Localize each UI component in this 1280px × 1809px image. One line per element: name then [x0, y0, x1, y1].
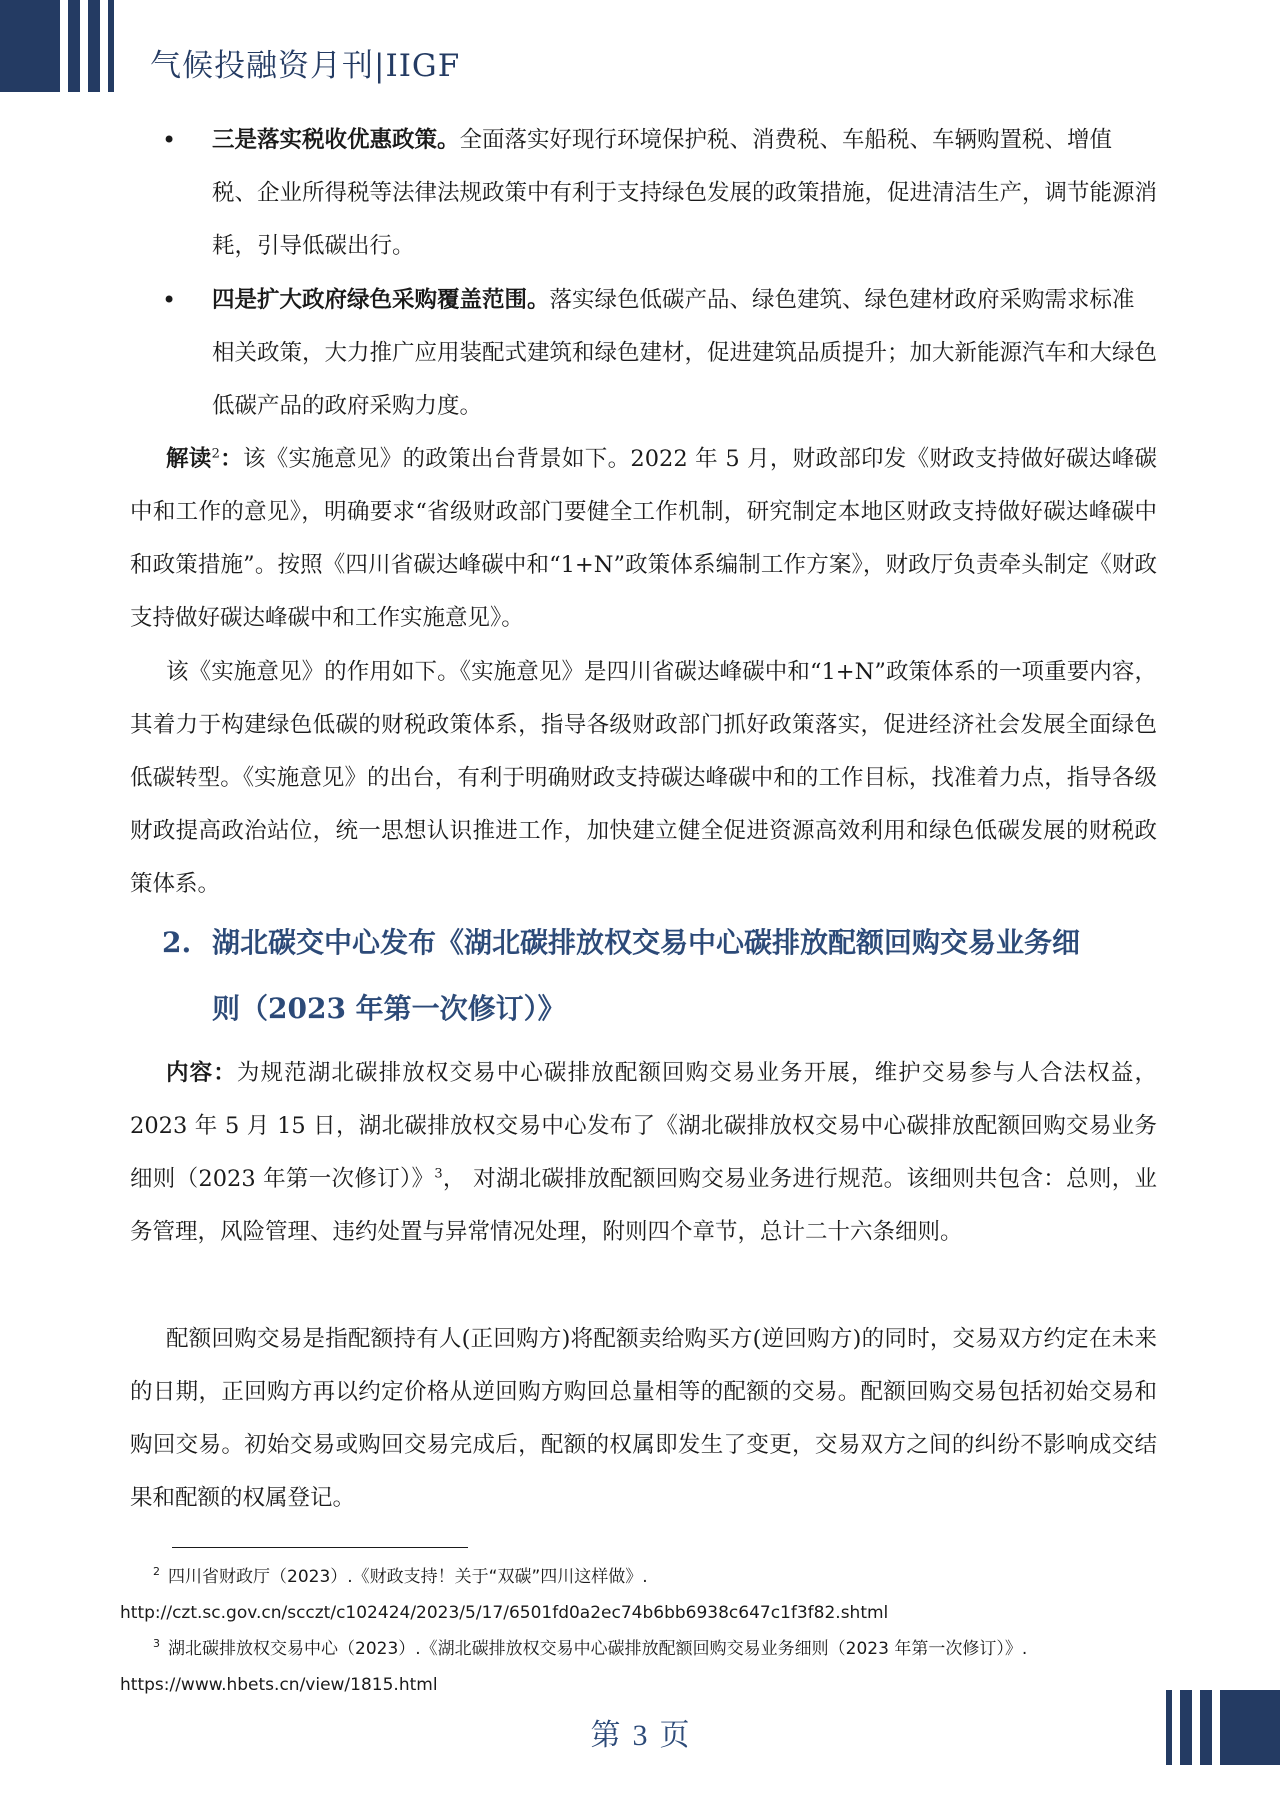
page-number-value: 3 — [632, 1719, 648, 1752]
footnote-3 — [120, 1631, 1170, 1703]
section-title-cont — [130, 976, 1242, 1042]
page-number-suffix: 页 — [659, 1719, 690, 1752]
interpretation-paragraph-2 — [130, 646, 1157, 911]
header-bar-3 — [88, 0, 100, 92]
bullet-dot-icon: • — [162, 286, 177, 314]
interpretation-label: 解读 — [166, 446, 212, 472]
footnote-ref-3[interactable]: 3 — [434, 1166, 443, 1182]
interpretation-text-2: 该《实施意见》的作用如下。《实施意见》是四川省碳达峰碳中和“1+N”政策体系的一项重要内容，其着力于构建绿色低碳的财税政策体系，指导各级财政部门抓好政策落实，促进经济社会发展全面绿色低碳转型。《实施意见》的出台，有利于明确财政支持碳达峰碳中和的工作目标，找准着力点，指导各级财政提高政治站位，统一思想认识推进工作，加快建立健全促进资源高效利用和绿色低碳发展的财税政策体系。 — [130, 659, 1157, 897]
section-title-line-1: 湖北碳交中心发布《湖北碳排放权交易中心碳排放配额回购交易业务细 — [212, 926, 1081, 959]
section-title — [130, 910, 1160, 976]
bullet-item-procurement — [162, 274, 1158, 433]
footnote-2 — [120, 1559, 1170, 1631]
content-label: 内容： — [166, 1060, 237, 1086]
interpretation-paragraph-1 — [130, 433, 1157, 645]
bullet-text: 落实绿色低碳产品、绿色建筑、绿色建材政府采购需求标准相关政策，大力推广应用装配式建筑和绿色建材，促进建筑品质提升；加大新能源汽车和大绿色低碳产品的政府采购力度。 — [212, 287, 1158, 419]
footnote-number: 2 — [153, 1565, 160, 1579]
content-paragraph-1 — [130, 1047, 1157, 1259]
section-title-line-2: 则（2023 年第一次修订）》 — [212, 992, 566, 1025]
header-bar-2 — [68, 0, 80, 92]
header-bar-4 — [108, 0, 114, 92]
footer-bar-1 — [1166, 1690, 1172, 1765]
interpretation-colon: ： — [219, 446, 243, 472]
footnote-url[interactable]: https://www.hbets.cn/view/1815.html — [120, 1675, 438, 1695]
footnote-number: 3 — [153, 1637, 160, 1651]
header-bar-1 — [0, 0, 60, 92]
bullet-bold-lead: 三是落实税收优惠政策。 — [212, 127, 460, 153]
footer-bar-3 — [1200, 1690, 1212, 1765]
footnote-divider — [172, 1547, 468, 1548]
bullet-item-tax — [162, 114, 1158, 273]
footnote-url[interactable]: http://czt.sc.gov.cn/scczt/c102424/2023/5/17/6501fd0a2ec74b6bb6938c647c1f3f82.shtml — [120, 1603, 889, 1623]
interpretation-text-1: 该《实施意见》的政策出台背景如下。2022 年 5 月，财政部印发《财政支持做好碳达峰碳中和工作的意见》，明确要求“省级财政部门要健全工作机制，研究制定本地区财政支持做好碳达峰碳中和政策措施”。按照《四川省碳达峰碳中和“1+N”政策体系编制工作方案》，财政厅负责牵头制定《财政支持做好碳达峰碳中和工作实施意见》。 — [130, 446, 1157, 631]
section-number: 2. — [162, 926, 192, 959]
bullet-bold-lead: 四是扩大政府绿色采购覆盖范围。 — [212, 287, 550, 313]
footer-bar-2 — [1180, 1690, 1192, 1765]
content-text-1a: 为规范湖北碳排放权交易中心碳排放配额回购交易业务开展，维护交易参与人合法权益，2023 年 5 月 15 日，湖北碳排放权交易中心发布了《湖北碳排放权交易中心碳排放配额回购交易业务细则（2023 年第一次修订）》 — [130, 1060, 1157, 1192]
content-paragraph-2 — [130, 1313, 1157, 1525]
bullet-text: 全面落实好现行环境保护税、消费税、车船税、车辆购置税、增值税、企业所得税等法律法规政策中有利于支持绿色发展的政策措施，促进清洁生产，调节能源消耗，引导低碳出行。 — [212, 127, 1158, 259]
content-text-1b: ， 对湖北碳排放配额回购交易业务进行规范。该细则共包含：总则，业务管理，风险管理、违约处置与异常情况处理，附则四个章节，总计二十六条细则。 — [130, 1166, 1158, 1245]
content-text-2: 配额回购交易是指配额持有人(正回购方)将配额卖给购买方(逆回购方)的同时，交易双方约定在未来的日期，正回购方再以约定价格从逆回购方购回总量相等的配额的交易。配额回购交易包括初始交易和购回交易。初始交易或购回交易完成后，配额的权属即发生了变更，交易双方之间的纠纷不影响成交结果和配额的权属登记。 — [130, 1326, 1157, 1511]
footer-bar-4 — [1220, 1690, 1280, 1765]
page-number-prefix: 第 — [590, 1719, 621, 1752]
page-header-title: 气候投融资月刊|IIGF — [150, 48, 461, 84]
bullet-dot-icon: • — [162, 126, 177, 154]
page-number — [0, 1710, 1280, 1754]
footnote-text: 四川省财政厅（2023）.《财政支持！关于“双碳”四川这样做》. — [168, 1567, 648, 1587]
footnote-ref-2[interactable]: 2 — [211, 446, 220, 462]
footnote-text: 湖北碳排放权交易中心（2023）.《湖北碳排放权交易中心碳排放配额回购交易业务细则（2023 年第一次修订）》. — [168, 1639, 1028, 1659]
